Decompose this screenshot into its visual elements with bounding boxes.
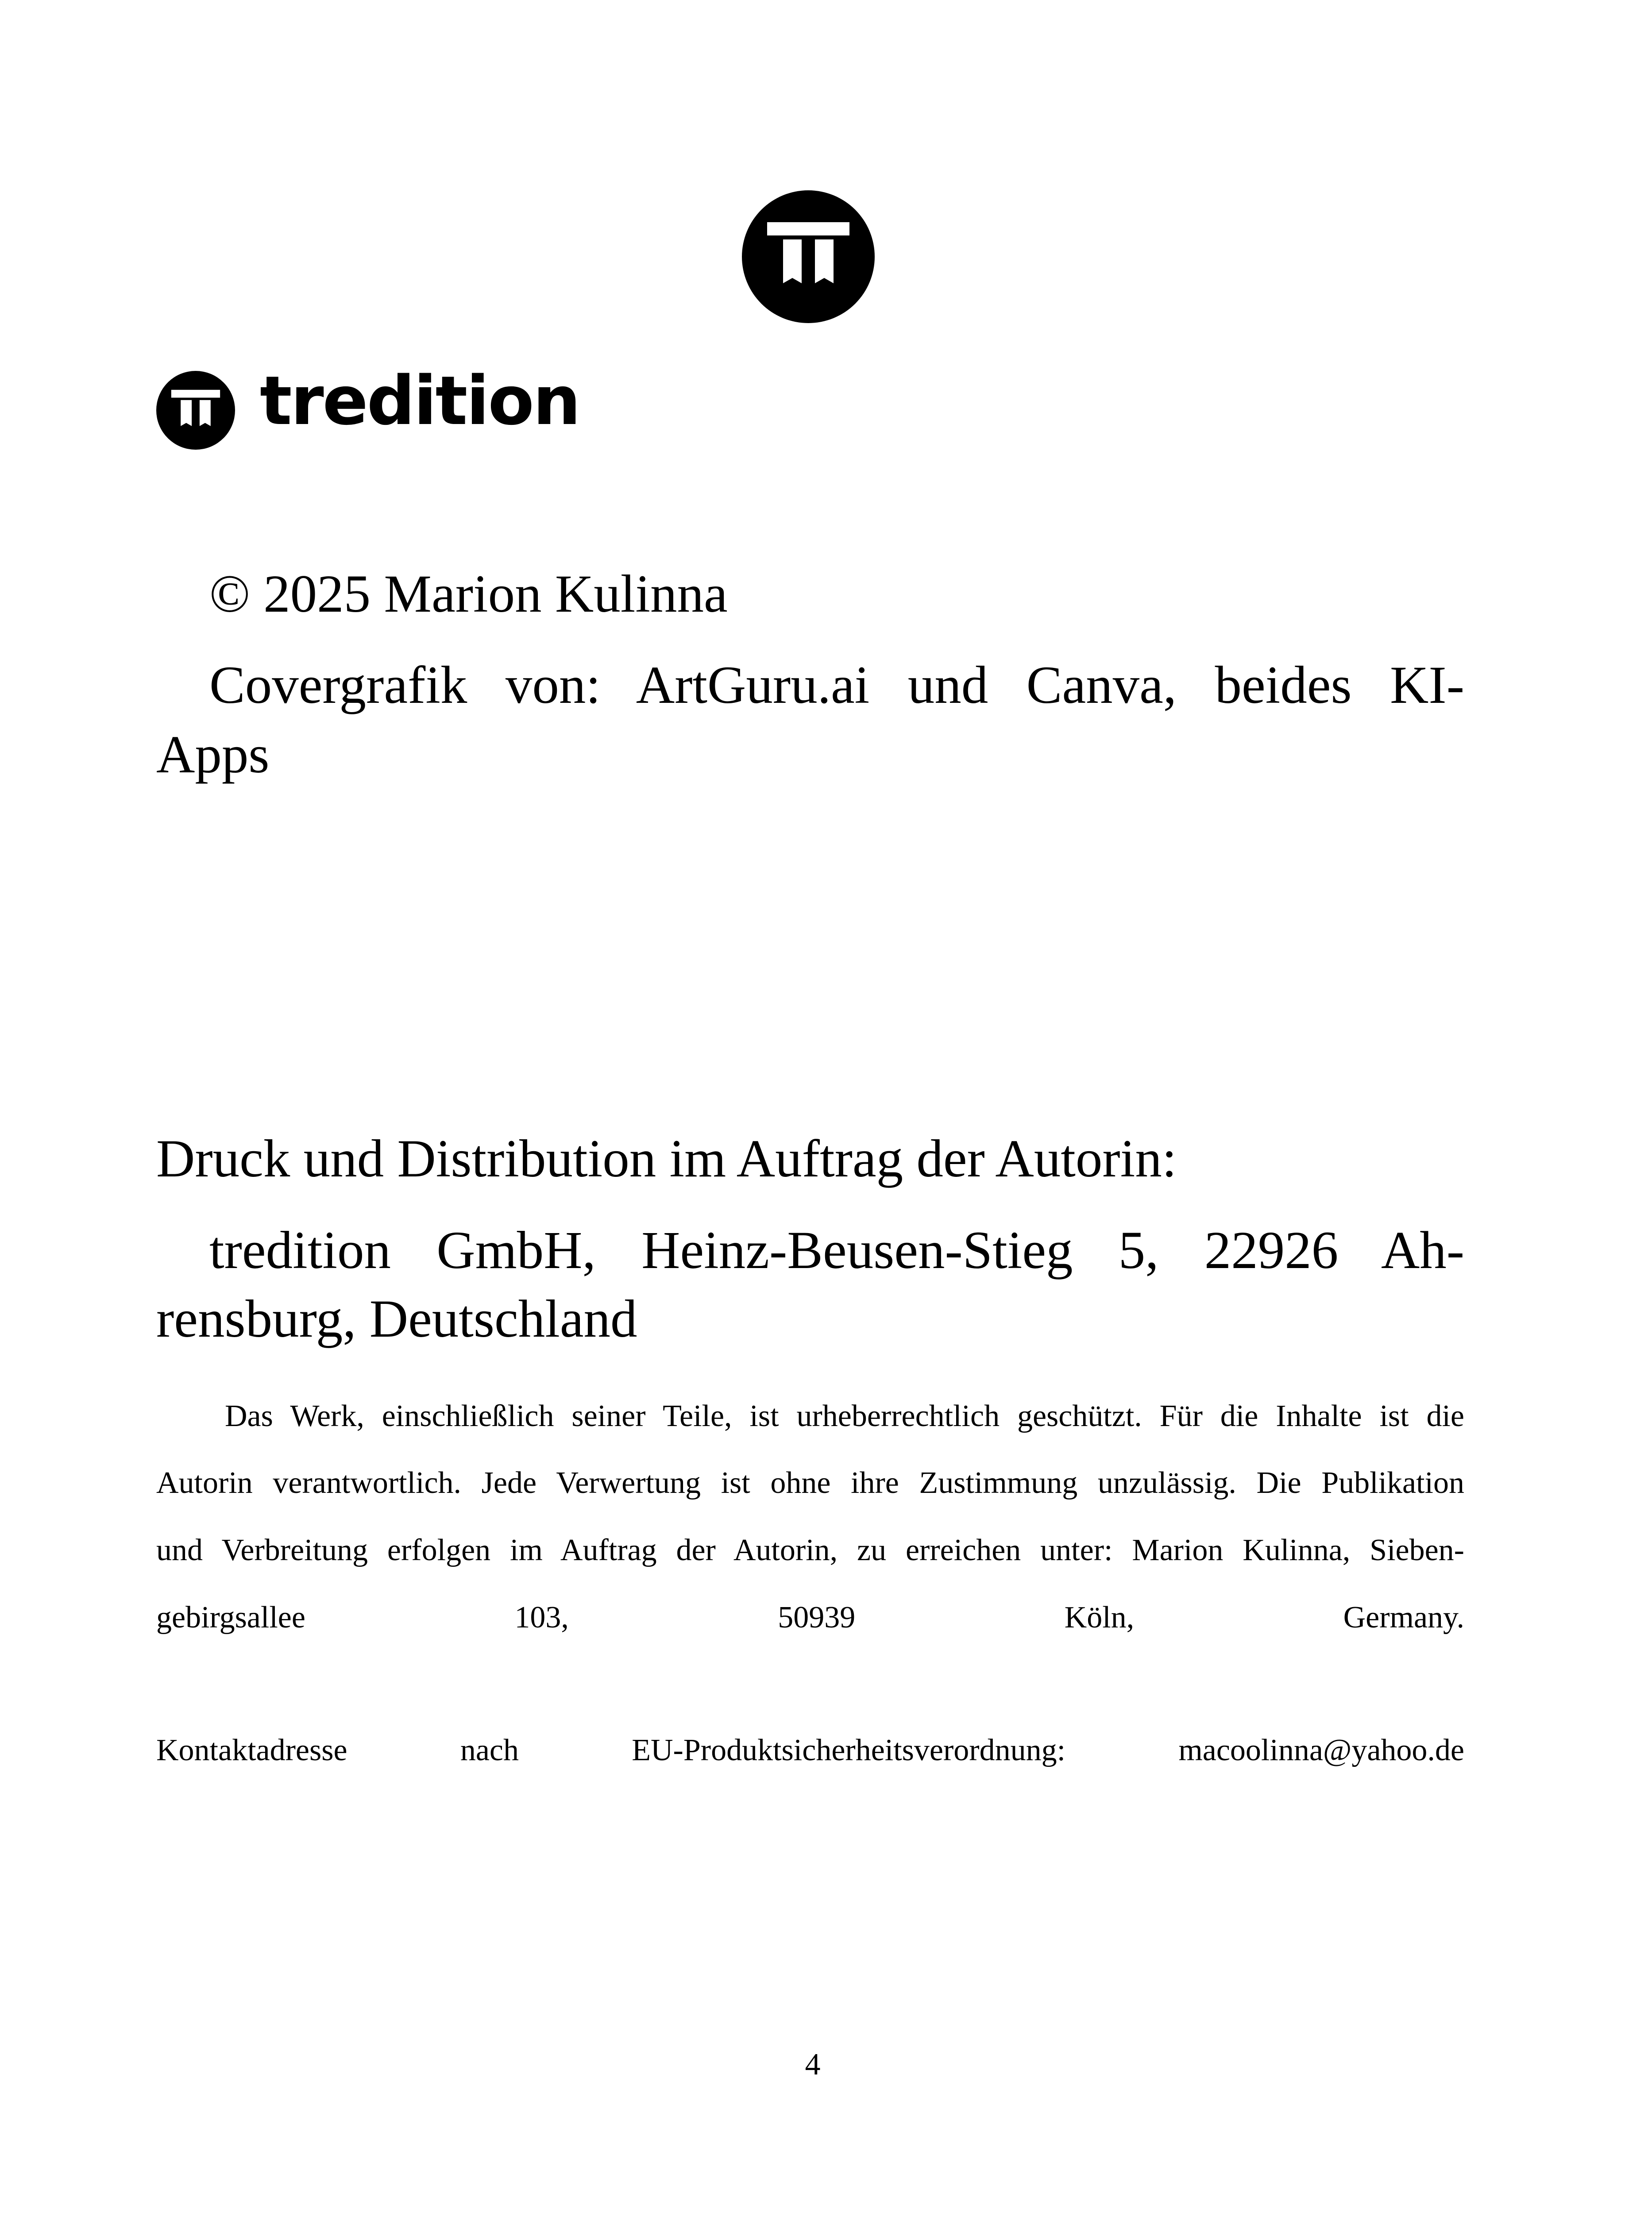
cover-credit-line: Covergrafik von: ArtGuru.ai und Canva, beides KI- [209, 655, 1464, 715]
legal-text-line-1: Das Werk, einschließlich seiner Teile, ist urheberrechtlich geschützt. Für die Inhalte ist die [225, 1399, 1464, 1433]
legal-text-line-3: und Verbreitung erfolgen im Auftrag der Autorin, zu erreichen unter: Marion Kulinna, Sieben- [156, 1533, 1464, 1567]
legal-text-line-4: gebirgsallee 103, 50939 Köln, Germany. [156, 1600, 1464, 1635]
publisher-address-line-cont: rensburg, Deutschland [156, 1289, 637, 1349]
tredition-logo-small-icon [156, 371, 235, 450]
publisher-address-line: tredition GmbH, Heinz-Beusen-Stieg 5, 22926 Ah- [209, 1221, 1464, 1280]
cover-credit-line-cont: Apps [156, 725, 270, 784]
contact-line: Kontaktadresse nach EU-Produktsicherheitsverordnung: macoolinna@yahoo.de [156, 1733, 1464, 1767]
tredition-logo-icon [742, 190, 875, 323]
distribution-heading: Druck und Distribution im Auftrag der Autorin: [156, 1129, 1177, 1188]
page-number: 4 [805, 2047, 821, 2082]
legal-text-line-2: Autorin verantwortlich. Jede Verwertung ist ohne ihre Zustimmung unzulässig. Die Publikation [156, 1466, 1464, 1500]
publisher-wordmark: tredition [260, 362, 580, 440]
copyright-line: © 2025 Marion Kulinna [209, 564, 728, 624]
